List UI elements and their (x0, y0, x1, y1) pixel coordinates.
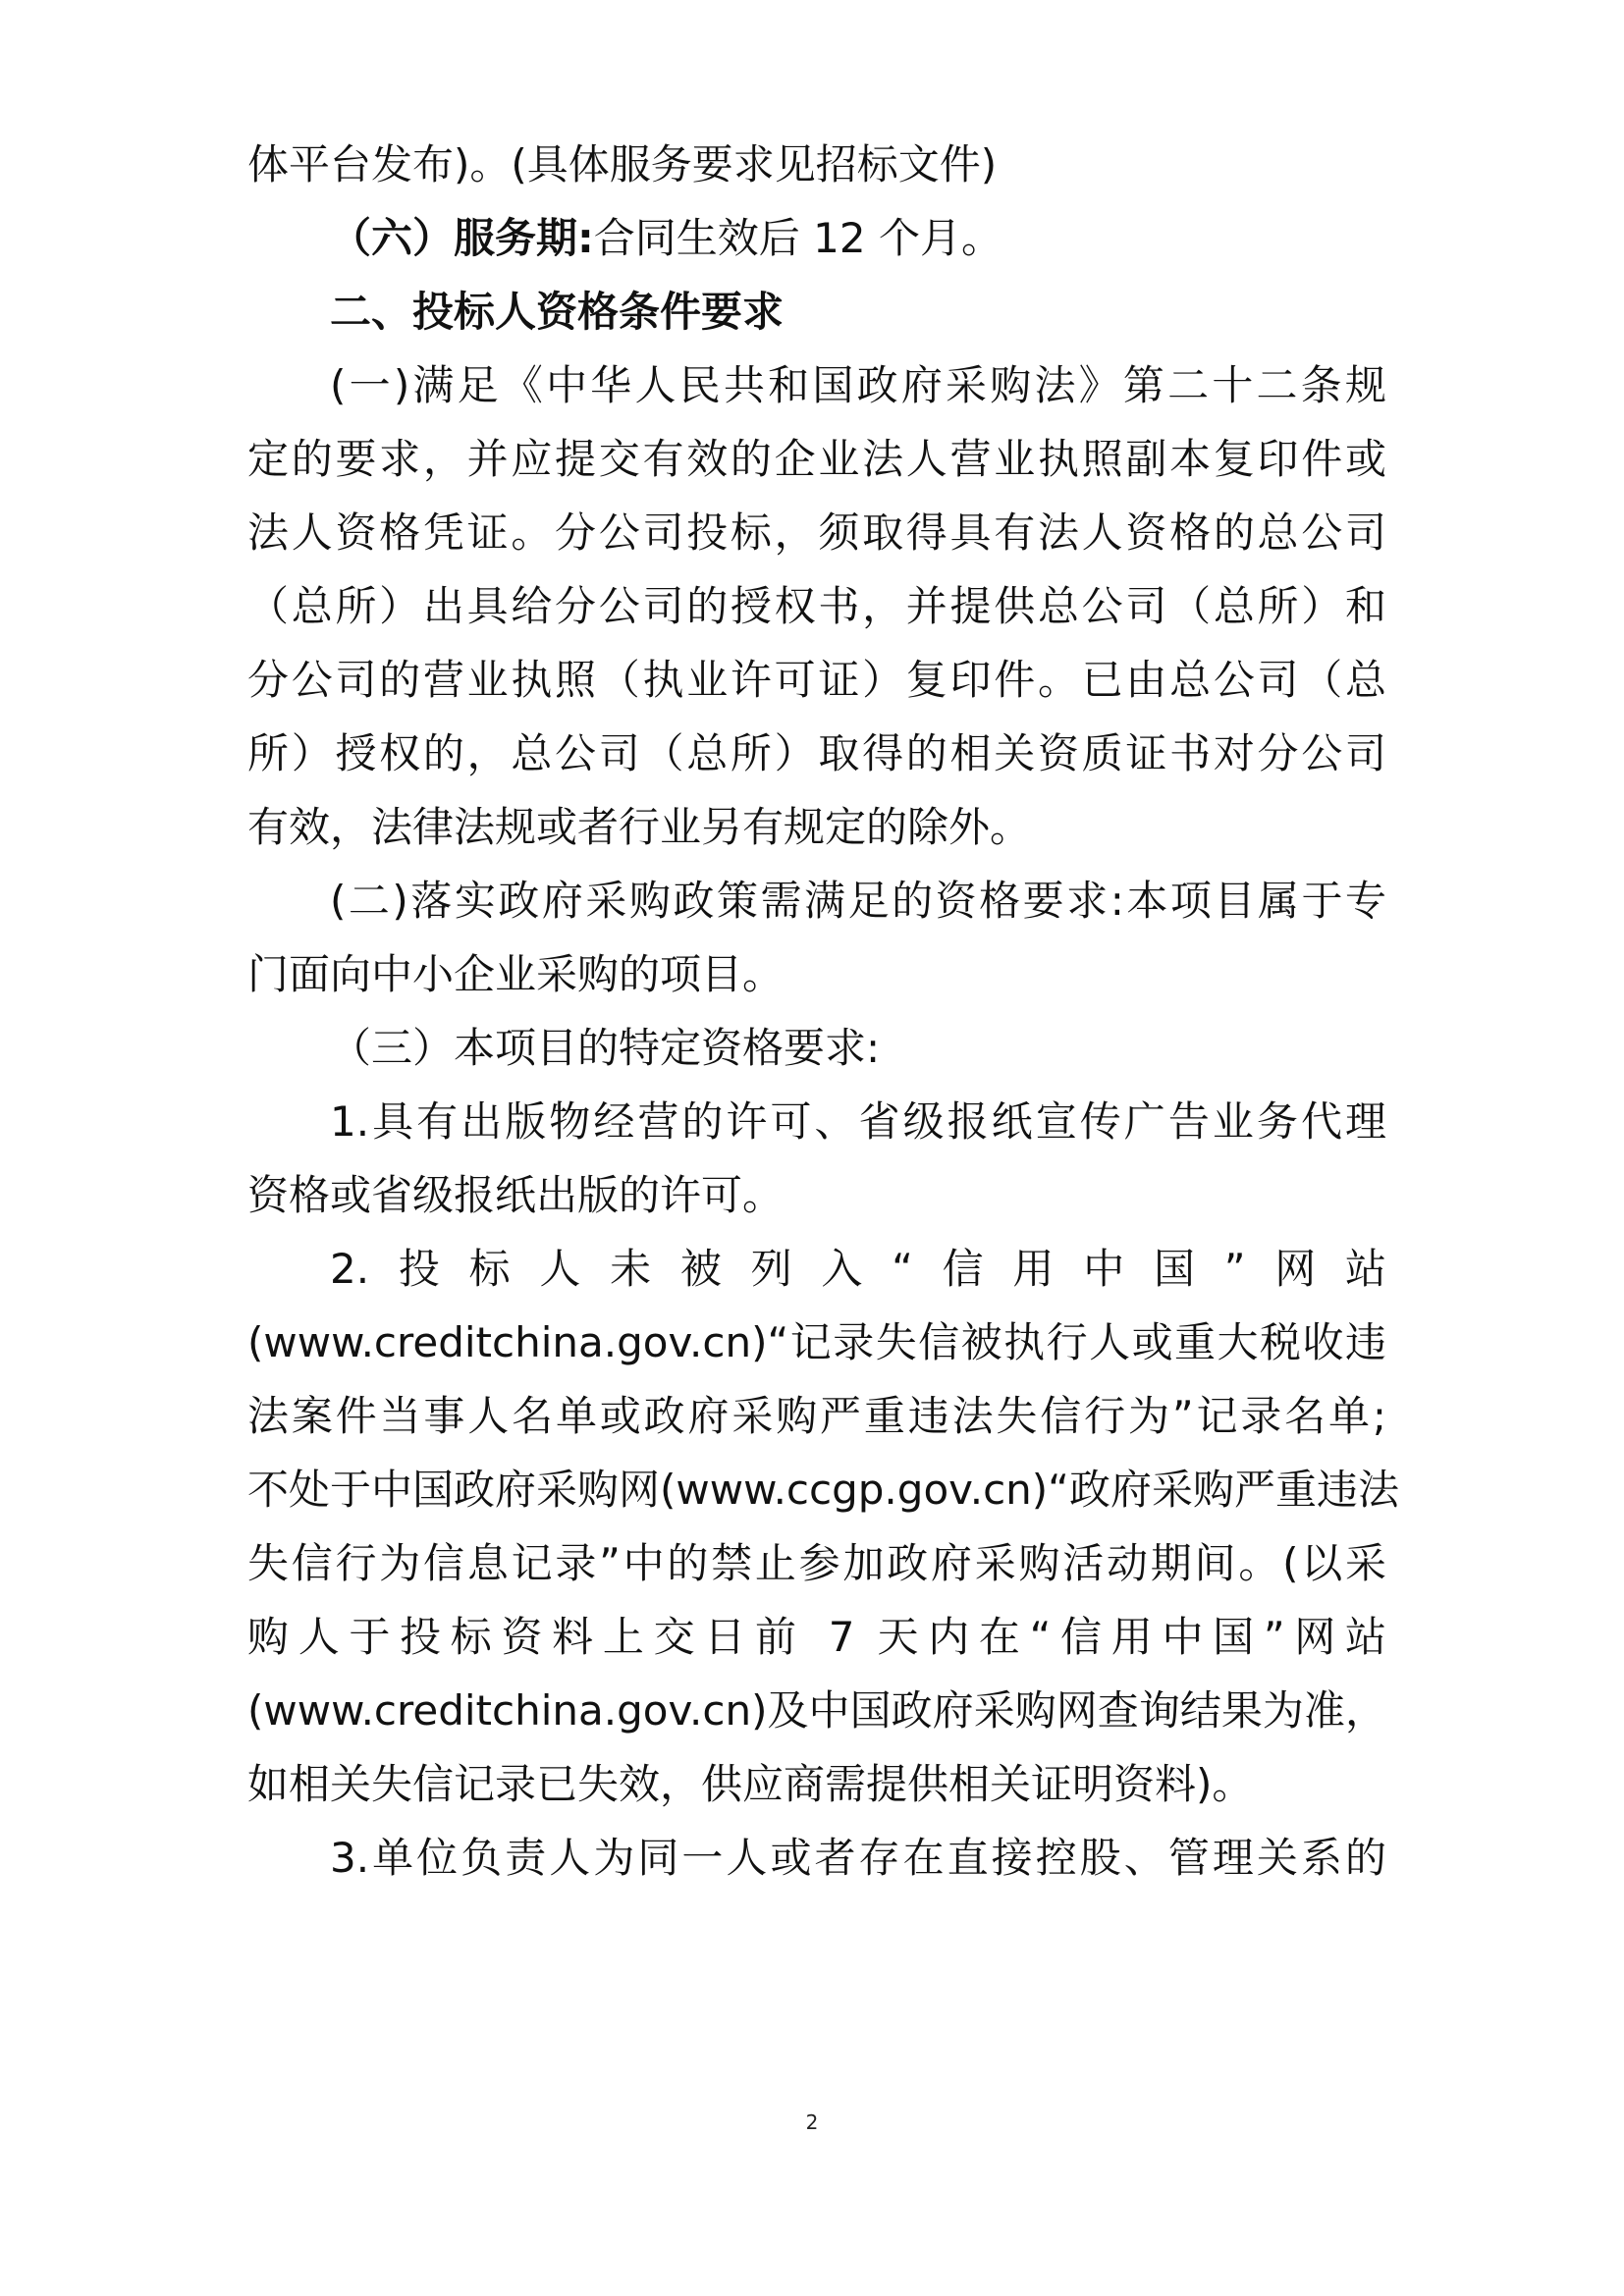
text-line-continuation: 体平台发布)。(具体服务要求见招标文件) (247, 140, 998, 188)
paragraph-1-line-5: 分公司的营业执照（执业许可证）复印件。已由总公司（总 (247, 656, 1386, 704)
service-period-line (330, 209, 1386, 268)
item-2-line-7: (www.creditchina.gov.cn)及中国政府采购网查询结果为准， (247, 1686, 1386, 1735)
paragraph-1-line-1: (一)满足《中华人民共和国政府采购法》第二十二条规 (330, 361, 1386, 409)
item-2-line-1: 2.投标人未被列入“信用中国”网站 (330, 1245, 1386, 1293)
item-3-line-1: 3.单位负责人为同一人或者存在直接控股、管理关系的 (330, 1834, 1386, 1882)
section-heading-qualifications: 二、投标人资格条件要求 (330, 288, 785, 336)
item-2-line-5: 失信行为信息记录”中的禁止参加政府采购活动期间。(以采 (247, 1539, 1386, 1587)
paragraph-2-line-1: (二)落实政府采购政策需满足的资格要求:本项目属于专 (330, 877, 1386, 925)
paragraph-1-line-6: 所）授权的，总公司（总所）取得的相关资质证书对分公司 (247, 729, 1386, 777)
item-2-line-3: 法案件当事人名单或政府采购严重违法失信行为”记录名单; (247, 1392, 1386, 1440)
paragraph-1-line-7: 有效，法律法规或者行业另有规定的除外。 (247, 803, 1032, 851)
paragraph-1-line-3: 法人资格凭证。分公司投标，须取得具有法人资格的总公司 (247, 508, 1386, 557)
item-2-line-4: 不处于中国政府采购网(www.ccgp.gov.cn)“政府采购严重违法 (247, 1466, 1399, 1514)
item-2-line-8: 如相关失信记录已失效，供应商需提供相关证明资料)。 (247, 1760, 1254, 1808)
paragraph-3-heading: （三）本项目的特定资格要求: (330, 1024, 881, 1072)
item-2-line-6: 购人于投标资料上交日前 7 天内在“信用中国”网站 (247, 1613, 1386, 1661)
item-2-line-2: (www.creditchina.gov.cn)“记录失信被执行人或重大税收违 (247, 1318, 1386, 1366)
item-1-line-2: 资格或省级报纸出版的许可。 (247, 1171, 785, 1219)
paragraph-1-line-4: （总所）出具给分公司的授权书，并提供总公司（总所）和 (247, 582, 1386, 630)
service-period-value: 合同生效后 12 个月。 (593, 214, 1002, 262)
item-1-line-1: 1.具有出版物经营的许可、省级报纸宣传广告业务代理 (330, 1097, 1386, 1146)
paragraph-1-line-2: 定的要求，并应提交有效的企业法人营业执照副本复印件或 (247, 435, 1386, 483)
page-number: 2 (805, 2110, 819, 2134)
service-period-heading: （六）服务期: (330, 214, 594, 262)
paragraph-2-line-2: 门面向中小企业采购的项目。 (247, 950, 785, 998)
